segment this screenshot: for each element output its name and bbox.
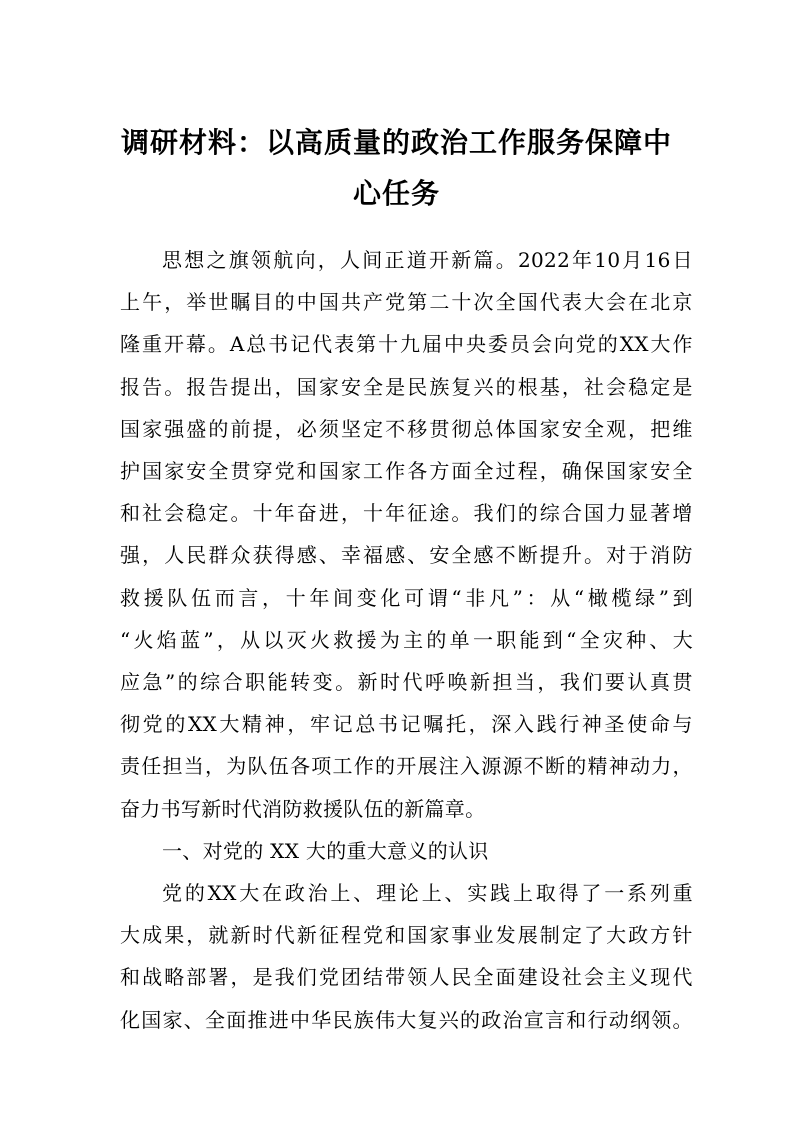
paragraph-1-line: “ 火 焰 蓝 ” ， 从 以 灭 火 救 援 为 主 的 单 一 职 能 到 “ 全 灾 种 、 大 [120, 627, 693, 652]
paragraph-1-line: 彻 党 的 XX 大 精 神 ， 牢 记 总 书 记 嘱 托 ， 深 入 践 行 神 圣 使 命 与 [120, 712, 693, 737]
paragraph-1-line: 国 家 强 盛 的 前 提 ， 必 须 坚 定 不 移 贯 彻 总 体 国 家 安 全 观 ， 把 维 [120, 416, 693, 441]
paragraph-2-line: 党 的 XX 大 在 政 治 上 、 理 论 上 、 实 践 上 取 得 了 一 系 列 重 [162, 881, 693, 905]
paragraph-1-line: 责 任 担 当 ， 为 队 伍 各 项 工 作 的 开 展 注 入 源 源 不 断 的 精 神 动 力 ， [120, 754, 693, 779]
paragraph-1-line: 思 想 之 旗 领 航 向 ， 人 间 正 道 开 新 篇 。 2022 年 10 月 16 日 [162, 248, 693, 272]
paragraph-1-line: 奋力书写新时代消防救援队伍的新篇章。 [120, 796, 486, 821]
paragraph-1-line: 护 国 家 安 全 贯 穿 党 和 国 家 工 作 各 方 面 全 过 程 ， 确 保 国 家 安 全 [120, 459, 693, 483]
paragraph-2-line: 化 国 家 、 全 面 推 进 中 华 民 族 伟 大 复 兴 的 政 治 宣 言 和 行 动 纲 领 。 [120, 1007, 693, 1032]
paragraph-1-line: 救 援 队 伍 而 言 ， 十 年 间 变 化 可 谓 “ 非 凡 ” ： 从 “ 橄 榄 绿 ” 到 [120, 585, 693, 610]
document-title-line-2: 心任务 [352, 177, 440, 210]
paragraph-1-line: 隆 重 开 幕 。 A 总 书 记 代 表 第 十 九 届 中 央 委 员 会 向 党 的 XX 大 作 [120, 332, 693, 357]
paragraph-1-line: 上 午 ， 举 世 瞩 目 的 中 国 共 产 党 第 二 十 次 全 国 代 表 大 会 在 北 京 [120, 290, 693, 315]
paragraph-1-line: 应 急 ” 的 综 合 职 能 转 变 。 新 时 代 呼 唤 新 担 当 ， 我 们 要 认 真 贯 [120, 670, 693, 694]
paragraph-1-line: 报 告 。 报 告 提 出 ， 国 家 安 全 是 民 族 复 兴 的 根 基 ， 社 会 稳 定 是 [120, 374, 693, 399]
paragraph-1-line: 和 社 会 稳 定 。 十 年 奋 进 ， 十 年 征 途 。 我 们 的 综 合 国 力 显 著 增 [120, 501, 693, 526]
document-title-line-1: 调研材料：以高质量的政治工作服务保障中 [120, 126, 672, 159]
paragraph-1-line: 强 ， 人 民 群 众 获 得 感 、 幸 福 感 、 安 全 感 不 断 提 升 。 对 于 消 防 [120, 543, 693, 568]
paragraph-2-line: 和 战 略 部 署 ， 是 我 们 党 团 结 带 领 人 民 全 面 建 设 社 会 主 义 现 代 [120, 965, 693, 990]
section-1-heading: 一、对党的 XX 大的重大意义的认识 [162, 838, 489, 863]
paragraph-2-line: 大 成 果 ， 就 新 时 代 新 征 程 党 和 国 家 事 业 发 展 制 定 了 大 政 方 针 [120, 923, 693, 948]
